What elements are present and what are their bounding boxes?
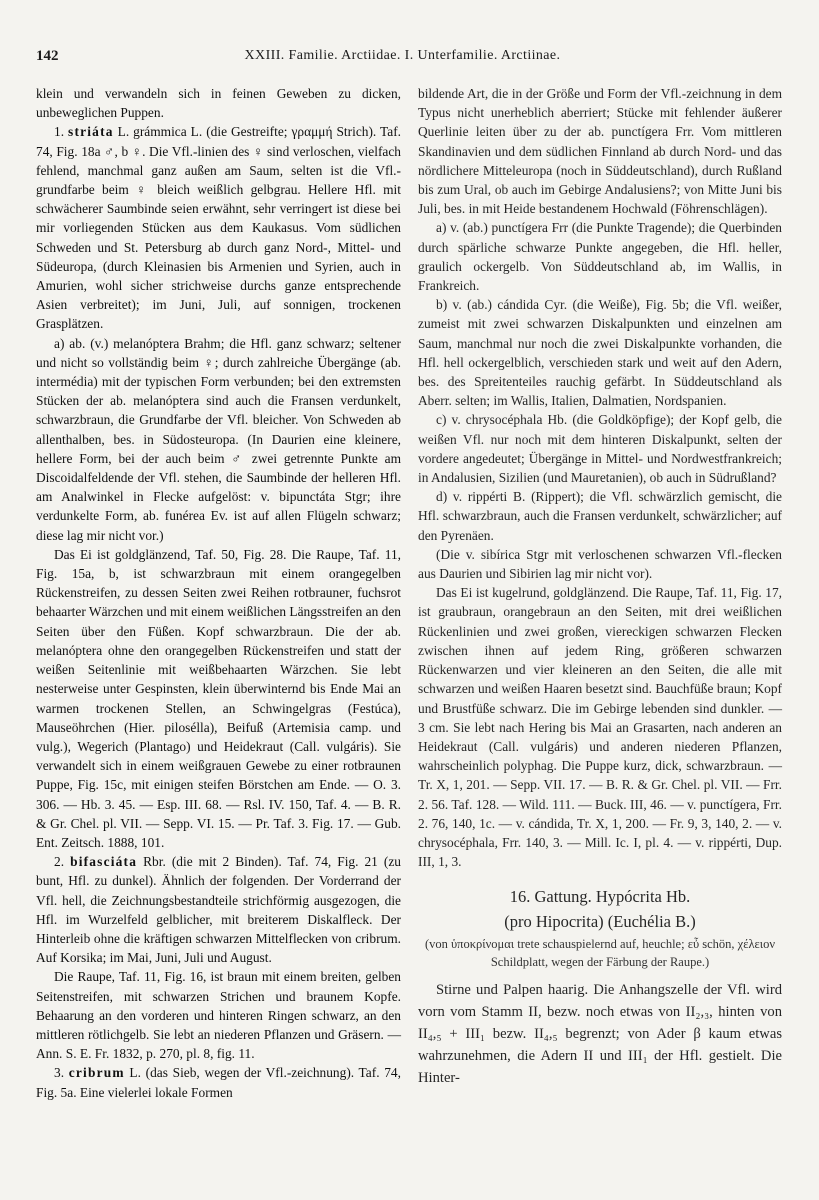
paragraph: (Die v. sibírica Stgr mit verloschenen schwarzen Vfl.-flecken aus Daurien und Sibirien lag mir nicht vor). — [418, 546, 782, 582]
paragraph: c) v. chrysocéphala Hb. (die Goldköpfige); der Kopf gelb, die weißen Vfl. nur noch mit dem hinteren Diskalpunkt, selten der vordere angedeutet; Übergänge in Mittel- und Nordwestfrankreich; in Andalusien, Sizilien (und Mauretanien), ob auch in Südrußland? — [418, 412, 782, 486]
species-entry-striata: 1. striáta L. grámmica L. (die Gestreifte; γραμμή Strich). Taf. 74, Fig. 18a ♂, b ♀. Die Vfl.-linien des ♀ sind verloschen, vielfach fehlend, manchmal ganz außen am Saum, selten ist die Vfl.-grundfarbe beim ♀ bleich weißlich gelbgrau. Hellere Hfl. mit schwächerer Saumbinde seien erwähnt, sehr verringert ist diese bei mir vorliegenden Stücken aus dem Kaukasus. Vom südlichen Schweden und St. Petersburg ab durch ganz Nord-, Mittel- und Südeuropa, (durch Kleinasien bis Armenien und Syrien, auch in Amurien, wohl sicher strichweise durchs ganze entsprechende Asien verbreitet); im Juni, Juli, auf sonnigen, trockenen Grasplätzen. — [36, 124, 401, 332]
species-entry-bifasciata: 2. bifasciáta Rbr. (die mit 2 Binden). Taf. 74, Fig. 21 (zu bunt, Hfl. zu dunkel). Ähnlich der folgenden. Der Vorderrand der Vfl. hell, die Zeichnungsbestandteile strichförmig ausgezogen, die Hfl. im Wurzelfeld gelblicher, mit breiterem Diskalfleck. Der Hinterleib ohne die kräftigen schwarzen Mittelflecken von cribrum. Auf Korsika; im Mai, Juni, Juli und August. — [36, 854, 401, 966]
genus-etymology: (von ὑποκρίνομαι trete schauspielernd auf, heuchle; εὖ schön, χέλειον Schildplatt, wegen der Färbung der Raupe.) — [424, 937, 776, 970]
genus-description: Stirne und Palpen haarig. Die Anhangszelle der Vfl. wird vorn vom Stamm II, bezw. noch etwas von II₂,₃, hinten von II₄,₅ + III₁ bezw. II₄,₅ begrenzt; von Ader β kaum etwas wahrzunehmen, die Adern II und III₁ der Hfl. gestielt. Die Hinter- — [418, 982, 782, 1087]
paragraph: b) v. (ab.) cándida Cyr. (die Weiße), Fig. 5b; die Vfl. weißer, zumeist mit zwei schwarzen Diskalpunkten und einzelnen am Saum, manchmal nur noch die zwei Diskalpunkte vorhanden, die Hfl. hell ockergelblich, verschieden stark und weit auf den Adern, bes. des Spreitenteiles rauchig gefärbt. In Süddeutschland als Aberr. selten; im Wallis, Italien, Dalmatien, Nordspanien. — [418, 297, 782, 409]
left-column — [36, 84, 401, 1102]
paragraph: Das Ei ist kugelrund, goldglänzend. Die Raupe, Taf. 11, Fig. 17, ist graubraun, orangebraun an den Seiten, mit drei weißlichen Rückenlinien und zwei großen, viereckigen schwarzen Flecken zwischen ihnen auf jedem Ring, größeren schwarzen Rückenwarzen und vier kleineren an den Seiten, die alle mit schwarzen und weißen Haaren besetzt sind. Bauchfüße braun; Kopf und Brustfüße schwarz. Die im Gebirge lebenden sind dunkler. — 3 cm. Sie lebt nach Hering bis Mai an Grasarten, nach anderen an Heidekraut (Call. vulgáris) und anderen niederen Pflanzen, wahrscheinlich polyphag. Die Puppe kurz, dick, schwarzbraun. — Tr. X, 1, 201. — Sepp. VII. 17. — B. R. & Gr. Chel. pl. VII. — Frr. 2. 56. Taf. 128. — Wild. 111. — Buck. III, 46. — v. punctígera, Frr. 2. 76, 140, 1c. — v. cándida, Tr. X, 1, 200. — Fr. 9, 3, 140, 2. — v. chrysocéphala, Frr. 140, 3. — Mill. Ic. I, pl. 4. — v. rippérti, Dup. III, 1, 3. — [418, 585, 782, 870]
species-entry-cribrum: 3. cribrum L. (das Sieb, wegen der Vfl.-zeichnung). Taf. 74, Fig. 5a. Eine vielerlei lokale Formen — [36, 1065, 401, 1100]
page-header — [36, 48, 769, 72]
paragraph: klein und verwandeln sich in feinen Geweben zu dicken, unbeweglichen Puppen. — [36, 86, 401, 121]
paragraph: d) v. rippérti B. (Rippert); die Vfl. schwärzlich gemischt, die Hfl. schwarzbraun, auch die Fransen verdunkelt, schwärzlicher; auf den Pyrenäen. — [418, 489, 782, 543]
species-name: bifasciáta — [70, 854, 138, 870]
page-number: 142 — [36, 48, 59, 64]
species-name: striáta — [68, 124, 114, 140]
paragraph: Die Raupe, Taf. 11, Fig. 16, ist braun mit einem breiten, gelben Seitenstreifen, mit schwarzen Strichen und braunem Kopfe. Behaarung an den vorderen und hinteren Ringen schwarz, an den mittleren rötlichgelb. Sie lebt an niederen Pflanzen und Gräsern. — Ann. S. E. Fr. 1832, p. 270, pl. 8, fig. 11. — [36, 969, 401, 1062]
genus-heading: 16. Gattung. Hypócrita Hb. — [509, 887, 691, 907]
paragraph: a) v. (ab.) punctígera Frr (die Punkte Tragende); die Querbinden durch spärliche schwarze Punkte angegeben, die Hfl. heller, graulich ockergelb. Von Süddeutschland ab, im Wallis, in Frankreich. — [418, 220, 782, 294]
paragraph: Das Ei ist goldglänzend, Taf. 50, Fig. 28. Die Raupe, Taf. 11, Fig. 15a, b, ist schwarzbraun mit einem orangegelben Rückenstreifen, zu dessen Seiten zwei Reihen rotbrauner, fuchsrot behaarter Wärzchen und mit einem weißlichen Längsstreifen an den Seiten über den Füßen. Kopf schwarzbraun. Die der ab. melanóptera ohne den orangegelben Rückenstreifen und statt der weißen Seitenlinie mit weißbehaarten Wärzchen. Sie lebt nesterweise unter Gespinsten, klein überwinternd bis Ende Mai an warmen trockenen Stellen, an Schwingelgras (Festúca), Mauseöhrchen (Hier. pilosélla), Beifuß (Artemisia camp. und vulg.), Wegerich (Plantago) und Heidekraut (Call. vulgáris). Sie verwandelt sich in einem weißgrauen Gewebe zu einer rotbraunen Puppe, Fig. 15c, mit einigen steifen Börstchen am Ende. — O. 3. 306. — Hb. 3. 45. — Esp. III. 68. — Rsl. IV. 150, Taf. 4. — B. R. & Gr. Chel. pl. VII. — Sepp. VI. 15. — Pr. Taf. 3. Fig. 17. — Gub. Ent. Zeitsch. 1888, 101. — [36, 546, 401, 850]
genus-subheading: (pro Hipocrita) (Euchélia B.) — [504, 912, 696, 932]
right-column — [418, 84, 782, 1089]
species-name: cribrum — [68, 1065, 125, 1081]
paragraph: a) ab. (v.) melanóptera Brahm; die Hfl. ganz schwarz; seltener und nicht so vollständig beim ♀; durch zahlreiche Übergänge (ab. intermédia) mit der typischen Form verbunden; bei den extremsten Stücken der ab. melanóptera sind auch die Fransen verdunkelt, schwarzbraun, die Grundfarbe der Vfl. bleicher. Von Schweden ab allenthalben, bes. in Südosteuropa. (In Daurien eine kleinere, hellere Form, bei der auch beim ♂ zwei getrennte Punkte am Discoidalfeldende der Vfl. stehen, die Saumbinde der helleren Hfl. am Analwinkel in Flecke aufgelöst: v. bipunctáta Stgr; ihre verdunkelte Form, ab. funérea Ev. ist auf allen Flügeln schwarz; diese lag mir nicht vor.) — [36, 335, 401, 543]
running-title: XXIII. Familie. Arctiidae. I. Unterfamilie. Arctiinae. — [244, 48, 561, 63]
paragraph: bildende Art, die in der Größe und Form der Vfl.-zeichnung in dem Typus nicht unerheblich aberriert; Stücke mit fehlender äußerer Querlinie leiten über zu der ab. punctígera Frr. Vom mittleren Skandinavien und dem südlichen Finnland ab durch Nord- und das nördlichere Mitteleuropa (noch in Süddeutschland), durch Rußland bis zum Ural, ob auch im Gebirge Andalusiens?; von Mitte Juni bis Juli, bes. in mit Heide bestandenem Hochwald (Föhrenschlägen). — [418, 86, 782, 217]
